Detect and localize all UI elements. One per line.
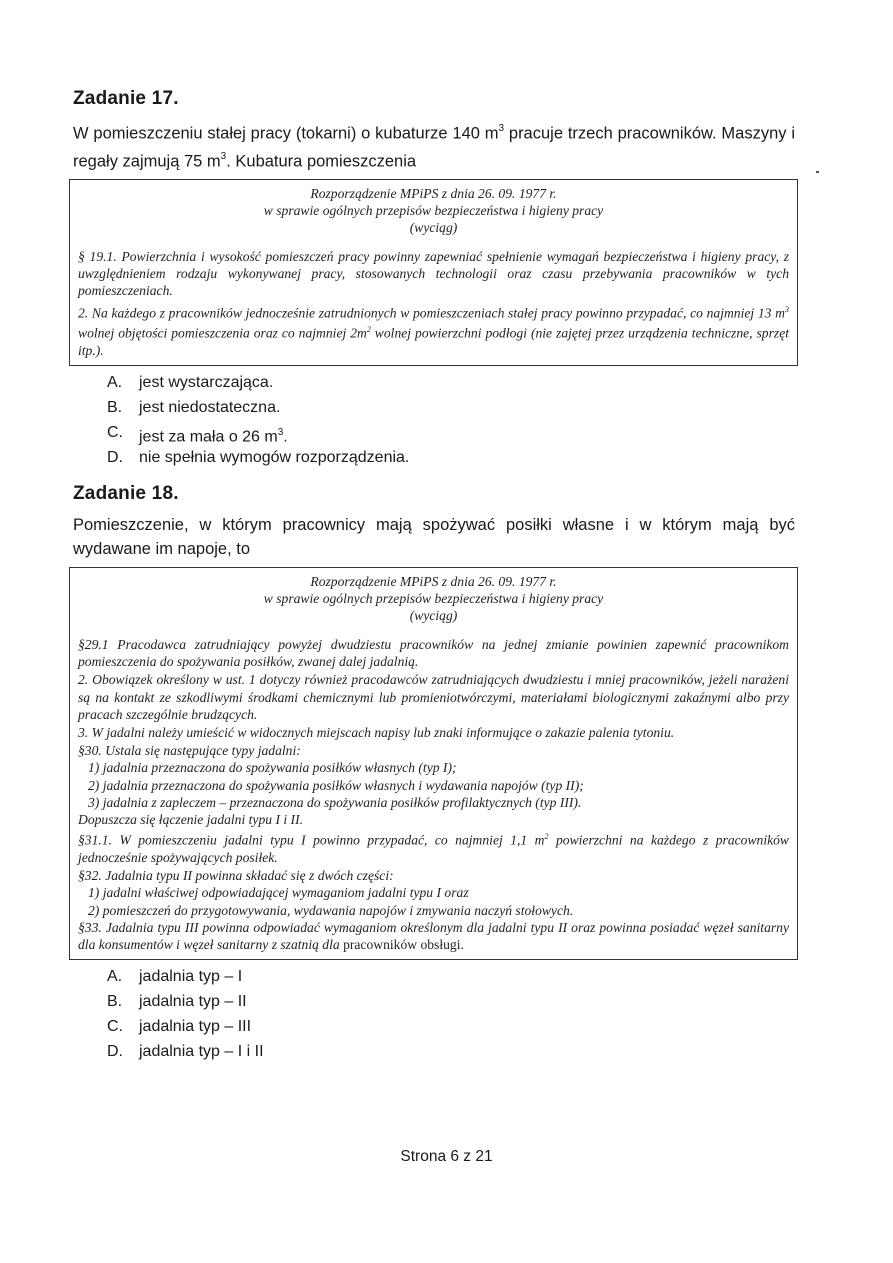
regulation-paragraph-31 [78,828,789,866]
reg-text-b: powierzchni na każdego z pracowników jednocześnie spożywających posiłek. [78,832,789,865]
answer-text: jadalnia typ – I [139,968,243,986]
answer-letter: A. [107,968,123,986]
regulation-paragraph-33 [78,919,789,953]
regulation-excerpt-label: (wyciąg) [409,608,458,623]
reg-text-a: 2. Na każdego z pracowników jednocześnie zatrudnionych w pomieszczeniach stałej pracy powinno przypadać, co najmniej 13 m [78,305,785,321]
regulation-excerpt-label: (wyciąg) [409,220,458,235]
answer-letter: D. [107,1043,123,1061]
answer-option[interactable] [107,395,795,420]
stem-sup-1: 3 [498,123,505,134]
regulation-paragraph-30: §30. Ustala się następujące typy jadalni: [78,743,301,759]
answer-text: nie spełnia wymogów rozporządzenia. [139,449,410,467]
answer-text: jadalnia typ – I i II [139,1043,264,1061]
answer-text-main: jest za mała o 26 m [139,428,278,446]
stem-sup-2: 3 [220,150,227,162]
reg-text-c: wolnej powierzchni podłogi (nie zajętej przez urządzenia techniczne, sprzęt itp.). [78,325,789,359]
regulation-header [78,573,789,624]
reg-sup: 2 [544,832,549,842]
regulation-paragraph-19-2 [78,301,789,360]
answer-letter: D. [107,449,123,467]
regulation-list-item: 3) jadalnia z zapleczem – przeznaczona do spożywania posiłków profilaktycznych (typ III). [88,794,582,810]
regulation-list-item: 2) jadalnia przeznaczona do spożywania posiłków własnych i wydawania napojów (typ II); [88,777,584,793]
regulation-subtitle: w sprawie ogólnych przepisów bezpieczeństwa i higieny pracy [263,591,604,606]
answer-option[interactable] [107,964,795,989]
regulation-note: Dopuszcza się łączenie jadalni typu I i II. [78,812,304,828]
reg-sup-2: 2 [366,325,371,335]
answer-text [139,420,288,445]
task-18-title: Zadanie 18. [73,483,179,504]
regulation-excerpt-18 [69,567,798,960]
stem-text-1: W pomieszczeniu stałej pracy (tokarni) o kubaturze 140 m [73,124,499,143]
regulation-list-item: 1) jadalni właściwej odpowiadającej wymaganiom jadalni typu I oraz [88,885,469,901]
task-18 [73,483,795,1064]
task-17-stem [73,118,795,173]
answer-list-18 [107,964,795,1064]
regulation-header [78,185,789,236]
answer-text: jest wystarczająca. [139,374,274,392]
regulation-paragraph-29-2: 2. Obowiązek określony w ust. 1 dotyczy również pracodawców zatrudniających dwudziestu i mniej pracowników, jeżeli narażeni są na kontakt ze szkodliwymi środkami chemicznymi lub promieniotwórczymi, materiałami biologicznymi zakaźnymi albo przy pracach szczególnie brudzących. [78,672,789,722]
regulation-paragraph-19-1: § 19.1. Powierzchnia i wysokość pomieszczeń pracy powinny zapewniać spełnienie wymagań bezpieczeństwa i higieny pracy, z uwzględnieniem rodzaju wykonywanej pracy, stosowanych technologii oraz czasu przebywania pracowników w tych pomieszczeniach. [78,249,789,299]
regulation-excerpt-17 [69,179,798,366]
regulation-title: Rozporządzenie MPiPS z dnia 26. 09. 1977 r. [310,574,557,589]
regulation-list-item: 1) jadalnia przeznaczona do spożywania posiłków własnych (typ I); [88,760,457,776]
answer-letter: B. [107,399,123,417]
reg-text-b: pracowników obsługi. [343,936,464,952]
answer-letter: A. [107,374,123,392]
answer-sup: 3 [277,427,284,439]
regulation-paragraph-29-1: §29.1 Pracodawca zatrudniający powyżej dwudziestu pracowników na jednej zmianie powinien zapewnić pracownikom pomieszczenia do spożywania posiłków, zwanej dalej jadalnią. [78,637,789,670]
scan-speck [816,171,819,173]
answer-text: jest niedostateczna. [139,399,281,417]
answer-text: jadalnia typ – II [139,993,247,1011]
answer-option[interactable] [107,1039,795,1064]
answer-option[interactable] [107,370,795,395]
reg-sup-1: 3 [785,304,789,314]
answer-letter: B. [107,993,123,1011]
answer-option[interactable] [107,1014,795,1039]
page-number: Strona 6 z 21 [400,1148,493,1165]
answer-option[interactable] [107,445,795,470]
stem-text-3: . Kubatura pomieszczenia [226,152,417,170]
answer-letter: C. [107,1018,123,1036]
regulation-subtitle: w sprawie ogólnych przepisów bezpieczeństwa i higieny pracy [263,203,604,218]
regulation-paragraph-32: §32. Jadalnia typu II powinna składać się z dwóch części: [78,868,394,884]
task-17 [73,88,795,470]
task-18-stem: Pomieszczenie, w którym pracownicy mają spożywać posiłki własne i w którym mają być wydawane im napoje, to [73,516,795,558]
regulation-title: Rozporządzenie MPiPS z dnia 26. 09. 1977 r. [310,186,557,201]
regulation-paragraph-29-3: 3. W jadalni należy umieścić w widocznych miejscach napisy lub znaki informujące o zakazie palenia tytoniu. [78,725,675,741]
answer-option[interactable] [107,420,795,445]
reg-text-a: §31.1. W pomieszczeniu jadalni typu I powinno przypadać, co najmniej 1,1 m [78,832,545,848]
reg-text-b: wolnej objętości pomieszczenia oraz co najmniej 2m [78,325,367,341]
answer-text: jadalnia typ – III [139,1018,252,1036]
answer-suffix: . [283,428,288,446]
task-17-title: Zadanie 17. [73,88,179,109]
reg-text-a: §33. Jadalnia typu III powinna odpowiadać wymaganiom określonym dla jadalni typu II oraz powinna posiadać węzeł sanitarny dla konsumentów i węzeł sanitarny z szatnią dla [78,919,789,952]
answer-letter: C. [107,424,123,442]
regulation-list-item: 2) pomieszczeń do przygotowywania, wydawania napojów i zmywania naczyń stołowych. [88,902,574,918]
stem-text-2: pracuje trzech pracowników. Maszyny i regały zajmują 75 m [73,124,796,170]
answer-option[interactable] [107,989,795,1014]
answer-list-17 [107,370,795,470]
